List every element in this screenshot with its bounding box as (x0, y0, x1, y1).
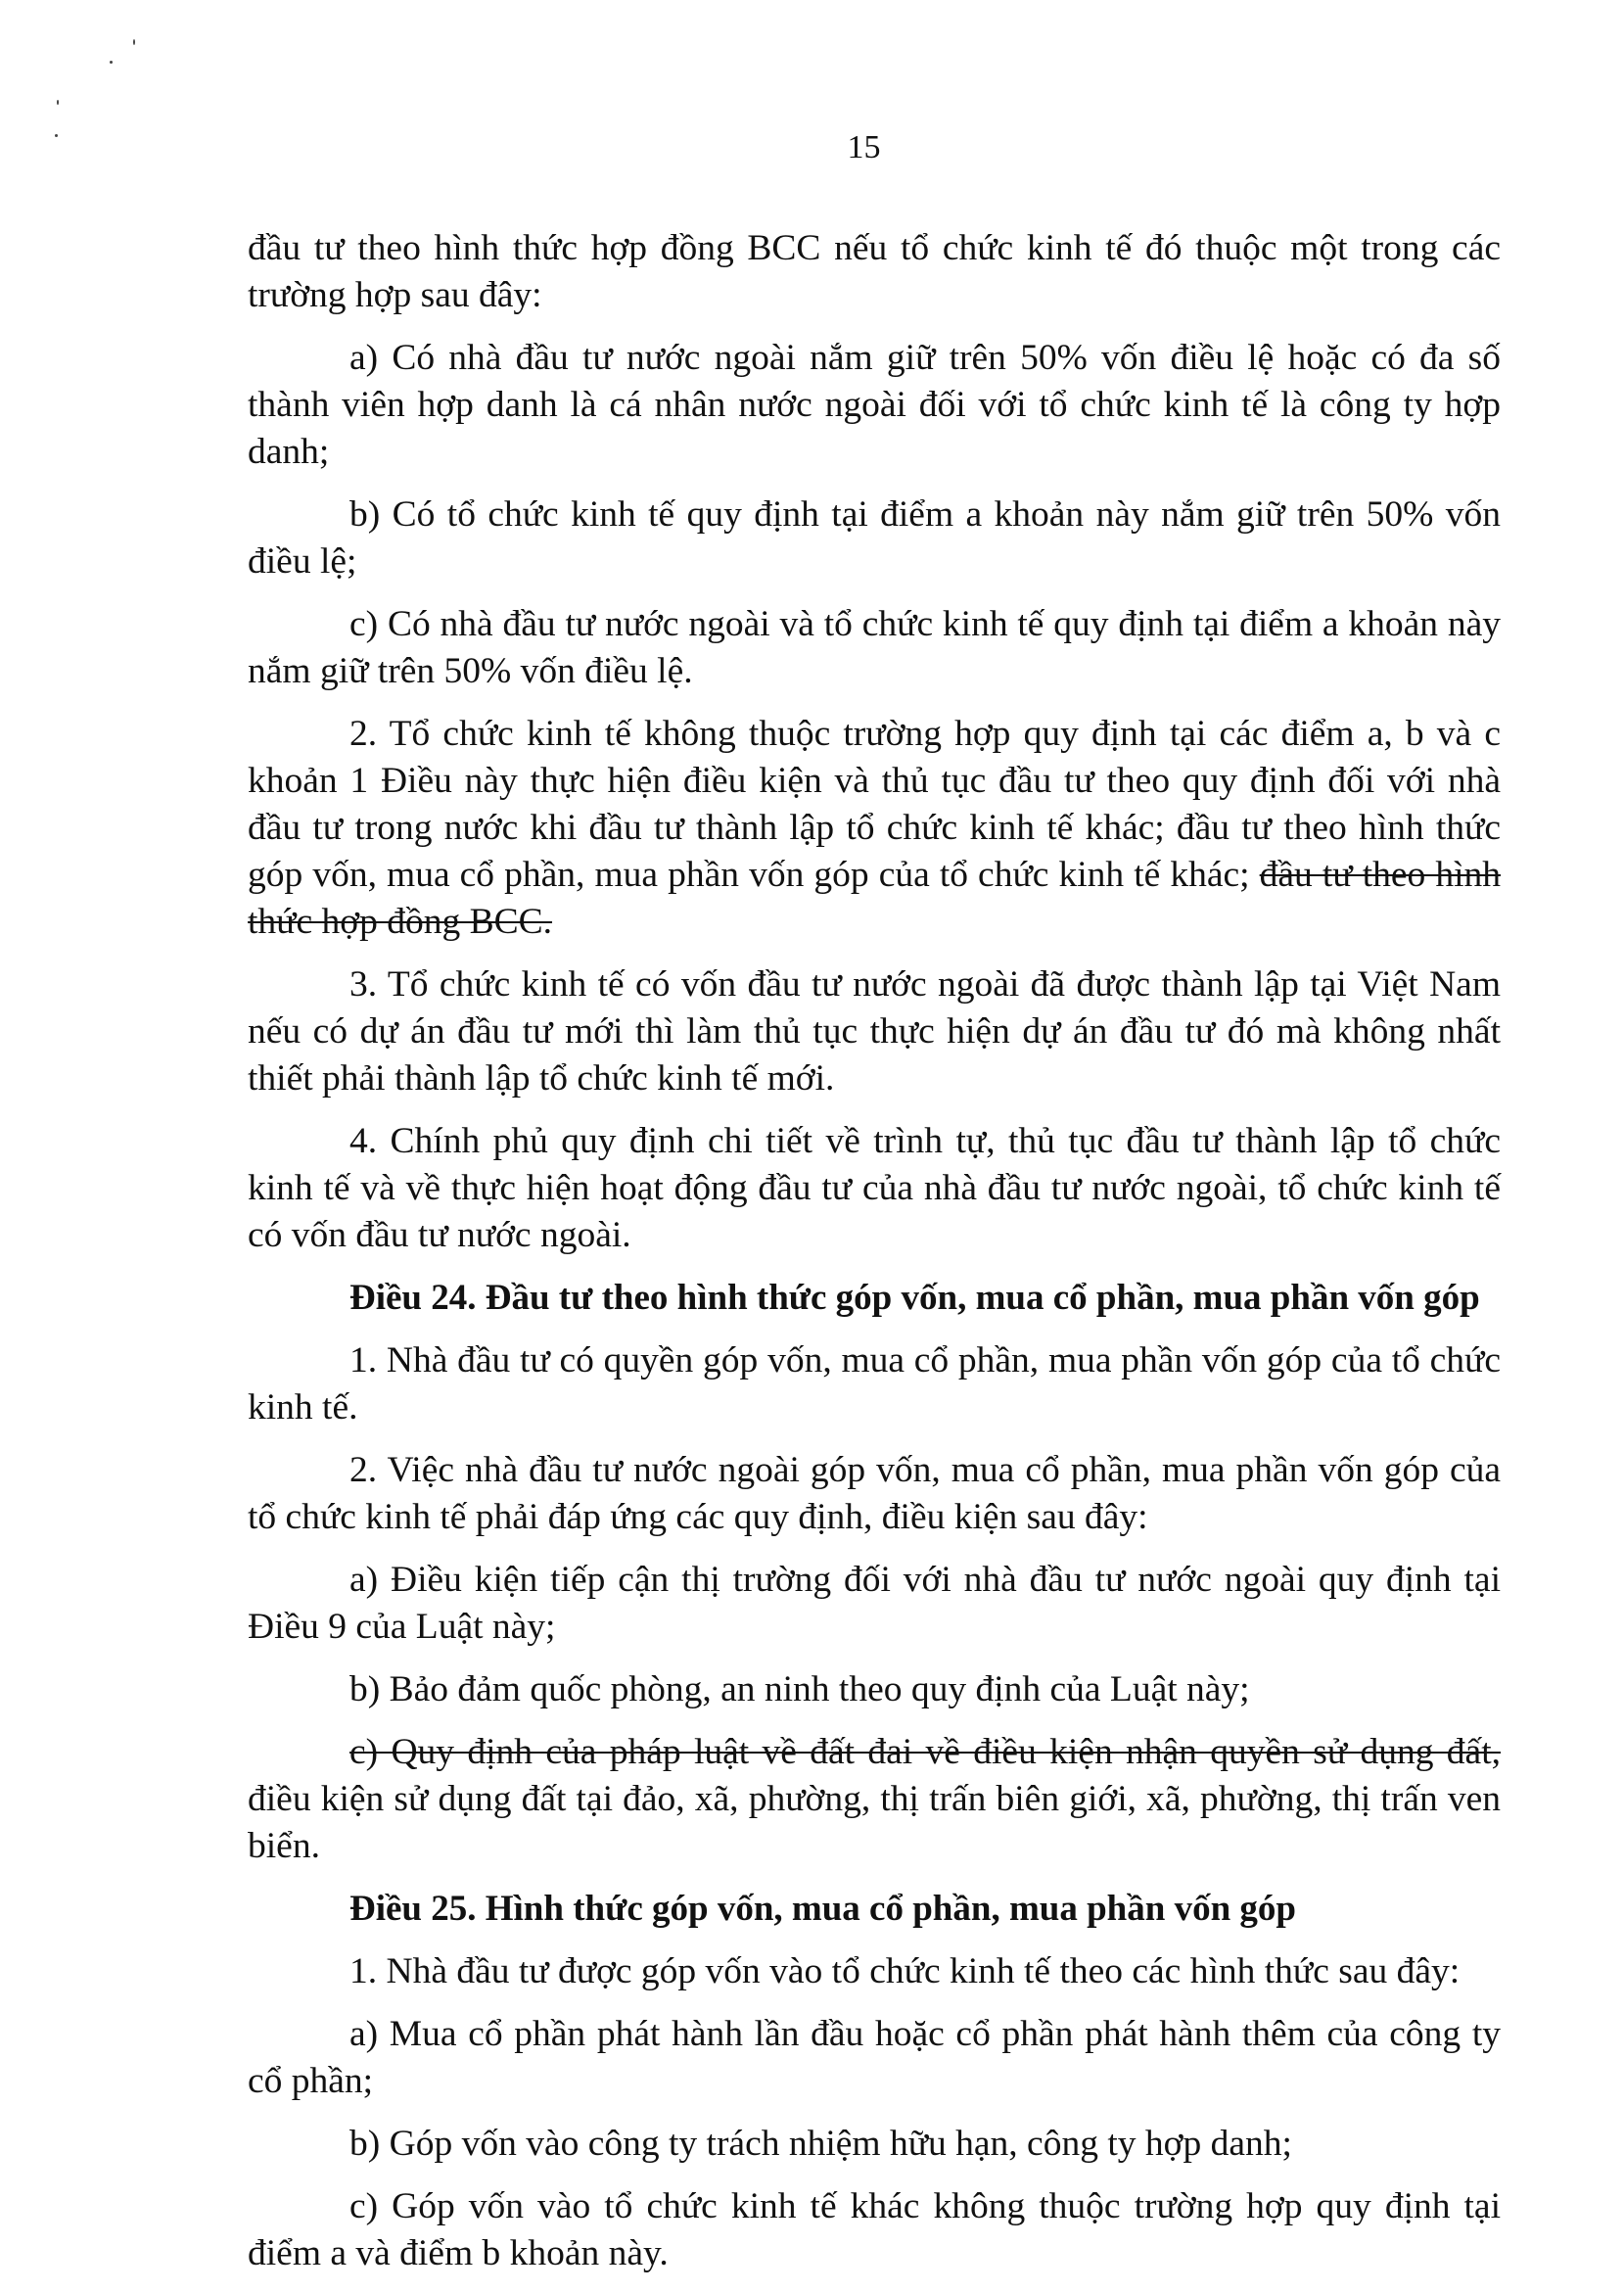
paragraph-continuation: đầu tư theo hình thức hợp đồng BCC nếu tổ chức kinh tế đó thuộc một trong các trường hợp sau đây: (248, 228, 1501, 315)
clause-2 (248, 711, 1501, 946)
point-b: b) Có tổ chức kinh tế quy định tại điểm a khoản này nắm giữ trên 50% vốn điều lệ; (248, 494, 1501, 582)
document-body (248, 225, 1501, 2293)
point-c: c) Có nhà đầu tư nước ngoài và tổ chức kinh tế quy định tại điểm a khoản này nắm giữ trên 50% vốn điều lệ. (248, 604, 1501, 691)
article-25-point-a: a) Mua cổ phần phát hành lần đầu hoặc cổ phần phát hành thêm của công ty cổ phần; (248, 2014, 1501, 2101)
scan-speck (110, 61, 113, 64)
article-24-clause-2: 2. Việc nhà đầu tư nước ngoài góp vốn, mua cổ phần, mua phần vốn góp của tổ chức kinh tế phải đáp ứng các quy định, điều kiện sau đây: (248, 1450, 1501, 1537)
point-a: a) Có nhà đầu tư nước ngoài nắm giữ trên 50% vốn điều lệ hoặc có đa số thành viên hợp danh là cá nhân nước ngoài đối với tổ chức kinh tế là công ty hợp danh; (248, 338, 1501, 472)
clause-4: 4. Chính phủ quy định chi tiết về trình tự, thủ tục đầu tư thành lập tổ chức kinh tế và về thực hiện hoạt động đầu tư của nhà đầu tư nước ngoài, tổ chức kinh tế có vốn đầu tư nước ngoài. (248, 1121, 1501, 1255)
article-24-point-b: b) Bảo đảm quốc phòng, an ninh theo quy định của Luật này; (349, 1669, 1250, 1709)
clause-3: 3. Tổ chức kinh tế có vốn đầu tư nước ngoài đã được thành lập tại Việt Nam nếu có dự án đầu tư mới thì làm thủ tục thực hiện dự án đầu tư đó mà không nhất thiết phải thành lập tổ chức kinh tế mới. (248, 964, 1501, 1099)
scan-speck (133, 39, 135, 45)
article-24-point-c-struck: c) Quy định của pháp luật về đất đai về điều kiện nhận quyền sử dụng đất, (349, 1732, 1501, 1772)
clause-2-text: 2. Tổ chức kinh tế không thuộc trường hợp quy định tại các điểm a, b và c khoản 1 Điều này thực hiện điều kiện và thủ tục đầu tư theo quy định đối với nhà đầu tư trong nước khi đầu tư thành lập tổ chức kinh tế khác; đầu tư theo hình thức góp vốn, mua cổ phần, mua phần vốn góp của tổ chức kinh tế khác; (248, 714, 1501, 895)
article-24-clause-1: 1. Nhà đầu tư có quyền góp vốn, mua cổ phần, mua phần vốn góp của tổ chức kinh tế. (248, 1340, 1501, 1427)
page-number: 15 (847, 129, 881, 165)
clause-2-struck-text: đầu tư theo hình thức hợp đồng BCC. (248, 855, 1501, 942)
article-25-point-c: c) Góp vốn vào tổ chức kinh tế khác không thuộc trường hợp quy định tại điểm a và điểm b khoản này. (248, 2186, 1501, 2273)
article-24-point-c (248, 1729, 1501, 1870)
article-24-heading: Điều 24. Đầu tư theo hình thức góp vốn, mua cổ phần, mua phần vốn góp (349, 1278, 1480, 1318)
article-25-clause-1: 1. Nhà đầu tư được góp vốn vào tổ chức kinh tế theo các hình thức sau đây: (349, 1951, 1461, 1991)
article-24-point-a: a) Điều kiện tiếp cận thị trường đối với nhà đầu tư nước ngoài quy định tại Điều 9 của Luật này; (248, 1560, 1501, 1647)
article-24-point-c-rest: điều kiện sử dụng đất tại đảo, xã, phường, thị trấn biên giới, xã, phường, thị trấn ven biển. (248, 1779, 1501, 1866)
article-25-heading: Điều 25. Hình thức góp vốn, mua cổ phần, mua phần vốn góp (349, 1889, 1296, 1929)
scan-speck (57, 100, 59, 105)
article-25-point-b: b) Góp vốn vào công ty trách nhiệm hữu hạn, công ty hợp danh; (349, 2124, 1292, 2164)
